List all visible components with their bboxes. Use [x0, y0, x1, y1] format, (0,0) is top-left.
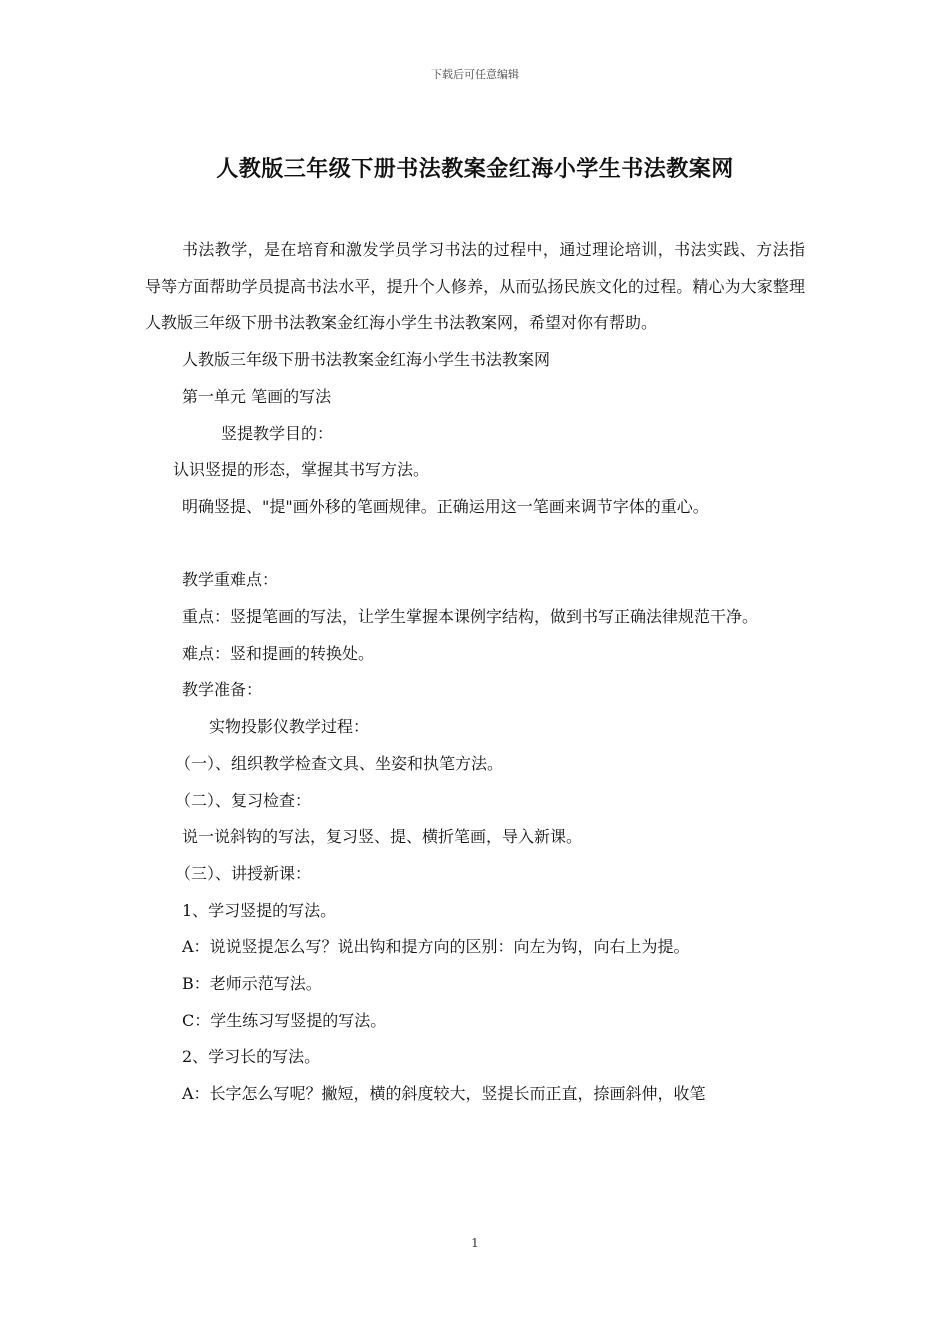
- lesson-item-2: 2、学习长的写法。: [182, 1047, 321, 1067]
- lesson-item-2a: A：长字怎么写呢？撇短，横的斜度较大，竖提长而正直，捺画斜伸，收笔: [182, 1084, 706, 1104]
- step-1: （一）、组织教学检查文具、坐姿和执笔方法。: [175, 753, 504, 773]
- preparation-item: 实物投影仪教学过程：: [209, 717, 370, 737]
- lesson-item-1: 1、学习竖提的写法。: [182, 900, 337, 920]
- lesson-item-1b: B：老师示范写法。: [182, 974, 322, 994]
- preparation-heading: 教学准备：: [182, 680, 263, 700]
- lesson-item-1c: C：学生练习写竖提的写法。: [182, 1010, 387, 1030]
- lesson-item-1a: A：说说竖提怎么写？说出钩和提方向的区别：向左为钩，向右上为提。: [182, 937, 690, 957]
- document-title: 人教版三年级下册书法教案金红海小学生书法教案网: [216, 156, 734, 182]
- objective-item-1: 认识竖提的形态，掌握其书写方法。: [173, 460, 430, 480]
- subtitle-line: 人教版三年级下册书法教案金红海小学生书法教案网: [182, 350, 551, 370]
- difficulty-item: 难点：竖和提画的转换处。: [182, 643, 375, 663]
- document-body: [145, 232, 805, 1113]
- step-3: （三）、讲授新课：: [175, 863, 312, 883]
- step-2-detail: 说一说斜钩的写法，复习竖、提、横折笔画，导入新课。: [182, 827, 583, 847]
- page-header: 下载后可任意编辑: [431, 68, 519, 81]
- objective-item-2: 明确竖提、"提"画外移的笔画规律。正确运用这一笔画来调节字体的重心。: [182, 496, 709, 516]
- unit-heading: 第一单元 笔画的写法: [182, 386, 332, 406]
- intro-paragraph: 书法教学，是在培育和激发学员学习书法的过程中，通过理论培训，书法实践、方法指导等方面帮助学员提高书法水平，提升个人修养，从而弘扬民族文化的过程。精心为大家整理人教版三年级下册书法教案金红海小学生书法教案网，希望对你有帮助。: [145, 240, 805, 333]
- key-point-item: 重点：竖提笔画的写法，让学生掌握本课例字结构，做到书写正确法律规范干净。: [182, 607, 759, 627]
- step-2: （二）、复习检查：: [175, 790, 312, 810]
- key-points-heading: 教学重难点：: [182, 570, 279, 590]
- blank-line: [145, 526, 805, 563]
- objective-heading: 竖提教学目的：: [221, 423, 334, 443]
- page-number: 1: [471, 1236, 479, 1250]
